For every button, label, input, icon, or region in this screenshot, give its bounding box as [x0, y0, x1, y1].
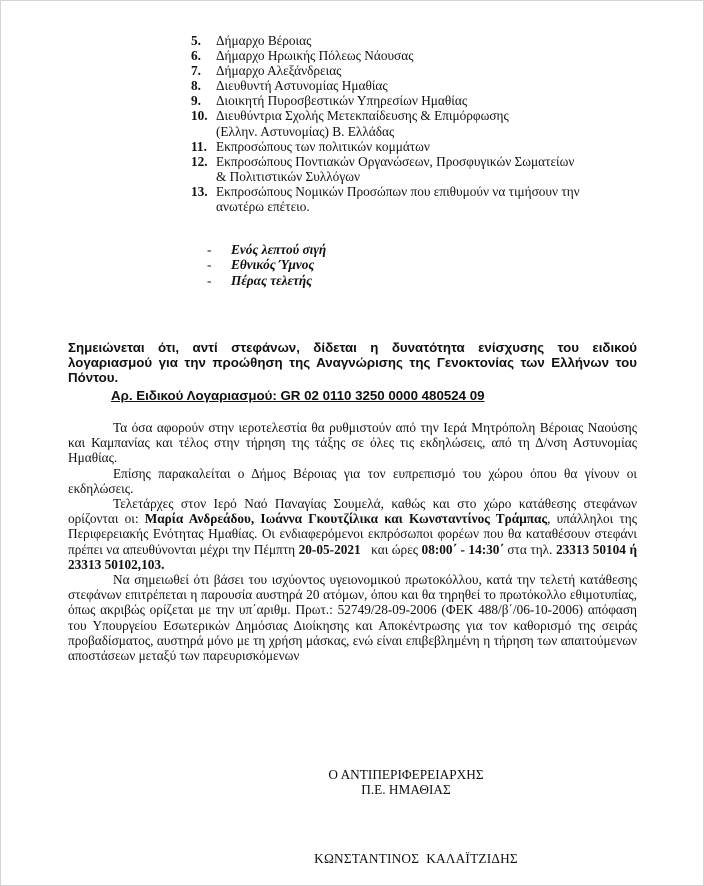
- guest-list: [191, 33, 611, 214]
- text-segment: , υπάλληλοι της Περιφερειακής Ενότητας Ημαθίας. Οι ενδιαφερόμενοι εκπρόσωποι φορέων που θα καταθέσουν στεφάνι πρέπει να απευθύνονται μέχρι την Πέμπτη: [68, 511, 637, 557]
- guest-list-item: [191, 139, 611, 154]
- program-text: Πέρας τελετής: [231, 272, 313, 288]
- text-segment: στα τηλ.: [503, 541, 556, 557]
- program-item: [207, 242, 326, 257]
- item-text: Διευθυντή Αστυνομίας Ημαθίας: [216, 78, 388, 94]
- item-number: 12.: [191, 153, 208, 169]
- item-number: 6.: [191, 48, 201, 64]
- program-text: Εθνικός Ύμνος: [231, 257, 315, 273]
- item-text: Διοικητή Πυροσβεστικών Υπηρεσίων Ημαθίας: [216, 93, 468, 109]
- item-number: 7.: [191, 63, 201, 79]
- item-number: 11.: [191, 138, 207, 154]
- program-item: [207, 257, 326, 272]
- text-segment: και ώρες: [360, 541, 422, 557]
- guest-list-item: [191, 184, 611, 214]
- item-text-line2: ανωτέρω επέτειο.: [216, 199, 310, 215]
- item-text-line1: Διευθύντρια Σχολής Μετεκπαίδευσης & Επιμόρφωσης: [216, 108, 509, 124]
- item-number: 9.: [191, 93, 201, 109]
- donation-notice: Σημειώνεται ότι, αντί στεφάνων, δίδεται η δυνατότητα ενίσχυσης του ειδικού λογαριασμού για την προώθηση της Αναγνώρισης της Γενοκτονίας των Ελλήνων του Πόντου.: [68, 340, 637, 385]
- paragraph-health-protocol: Να σημειωθεί ότι βάσει του ισχύοντος υγειονομικού πρωτοκόλλου, κατά την τελετή κατάθεσης στεφάνων επιτρέπεται η παρουσία αυστηρά 20 ατόμων, όπου και θα τηρηθεί το πρωτόκολλο εθιμοτυπίας, όπως ακριβώς ορίζεται με την υπ΄αριθμ. Πρωτ.: 52749/28-09-2006 (ΦΕΚ 488/β΄/06-10-2006) απόφαση του Υπουργείου Εσωτερικών Δημόσιας Διοίκησης και Αποκέντρωσης για τον καθορισμό της σειράς προβαδίσματος, αυστηρά μόνο με τη χρήση μάσκας, ενώ είναι επιβεβλημένη η τήρηση των απαιτούμενων αποστάσεων μεταξύ των παρευρισκόμενων: [68, 572, 637, 664]
- paragraph-masters-of-ceremony: [68, 496, 637, 572]
- paragraph-municipality: Επίσης παρακαλείται ο Δήμος Βέροιας για τον ευπρεπισμό του χώρου όπου θα γίνουν οι εκδηλώσεις.: [68, 465, 637, 496]
- item-text: Εκπροσώπους των πολιτικών κομμάτων: [216, 138, 430, 154]
- guest-list-item: [191, 63, 611, 78]
- item-text: Δήμαρχο Αλεξάνδρειας: [216, 63, 342, 79]
- guest-list-item: [191, 33, 611, 48]
- signatory-unit: Π.Ε. ΗΜΑΘΙΑΣ: [361, 782, 451, 797]
- item-text: [216, 184, 611, 214]
- signature-block: [301, 767, 511, 797]
- signatory-title: Ο ΑΝΤΙΠΕΡΙΦΕΡΕΙΑΡΧΗΣ: [328, 767, 484, 782]
- dash-bullet: -: [207, 242, 212, 257]
- item-number: 5.: [191, 33, 201, 48]
- program-item: [207, 273, 326, 288]
- guest-list-item: [191, 93, 611, 108]
- item-text: Δήμαρχο Βέροιας: [216, 33, 312, 48]
- program-text: Ενός λεπτού σιγή: [231, 242, 327, 257]
- item-text: Δήμαρχο Ηρωικής Πόλεως Νάουσας: [216, 48, 414, 64]
- ceremony-program: [207, 242, 326, 288]
- dash-bullet: -: [207, 272, 212, 288]
- text-segment: Τελετάρχες στον Ιερό Ναό Παναγίας Σουμελά, καθώς και στο χώρο κατάθεσης στεφάνων ορίζονται οι:: [68, 496, 637, 527]
- dash-bullet: -: [207, 257, 212, 273]
- item-text-line2: & Πολιτιστικών Συλλόγων: [216, 168, 360, 184]
- item-text: [216, 108, 611, 138]
- item-text-line1: Εκπροσώπους Νομικών Προσώπων που επιθυμούν να τιμήσουν την: [216, 183, 580, 199]
- signatory-name: ΚΩΝΣΤΑΝΤΙΝΟΣ ΚΑΛΑΪΤΖΙΔΗΣ: [314, 851, 518, 866]
- ceremony-masters-names: Μαρία Ανδρεάδου, Ιωάννα Γκουτζίλικα και Κωνσταντίνος Τράμπας: [144, 511, 548, 527]
- contact-hours: 08:00΄ - 14:30΄: [421, 541, 504, 557]
- bank-account-number: Αρ. Ειδικού Λογαριασμού: GR 02 0110 3250 0000 480524 09: [111, 388, 485, 403]
- deadline-date: 20-05-2021: [298, 541, 361, 557]
- item-text: [216, 154, 611, 184]
- item-text-line1: Εκπροσώπους Ποντιακών Οργανώσεων, Προσφυγικών Σωματείων: [216, 153, 575, 169]
- item-number: 10.: [191, 108, 208, 124]
- guest-list-item: [191, 108, 611, 138]
- body-text: [68, 420, 637, 663]
- paragraph-ceremony-order: Τα όσα αφορούν στην ιεροτελεστία θα ρυθμιστούν από την Ιερά Μητρόπολη Βέροιας Ναούσης και Καμπανίας και τέλος στην τήρηση της τάξης σε όλες τις εκδηλώσεις, από τη Δ/νση Αστυνομίας Ημαθίας.: [68, 420, 637, 466]
- item-text-line2: (Ελλην. Αστυνομίας) Β. Ελλάδας: [216, 123, 395, 139]
- contact-phones: 23313 50104 ή 23313 50102,103.: [68, 541, 637, 572]
- item-number: 13.: [191, 183, 208, 199]
- guest-list-item: [191, 154, 611, 184]
- guest-list-item: [191, 48, 611, 63]
- item-number: 8.: [191, 78, 201, 94]
- guest-list-item: [191, 78, 611, 93]
